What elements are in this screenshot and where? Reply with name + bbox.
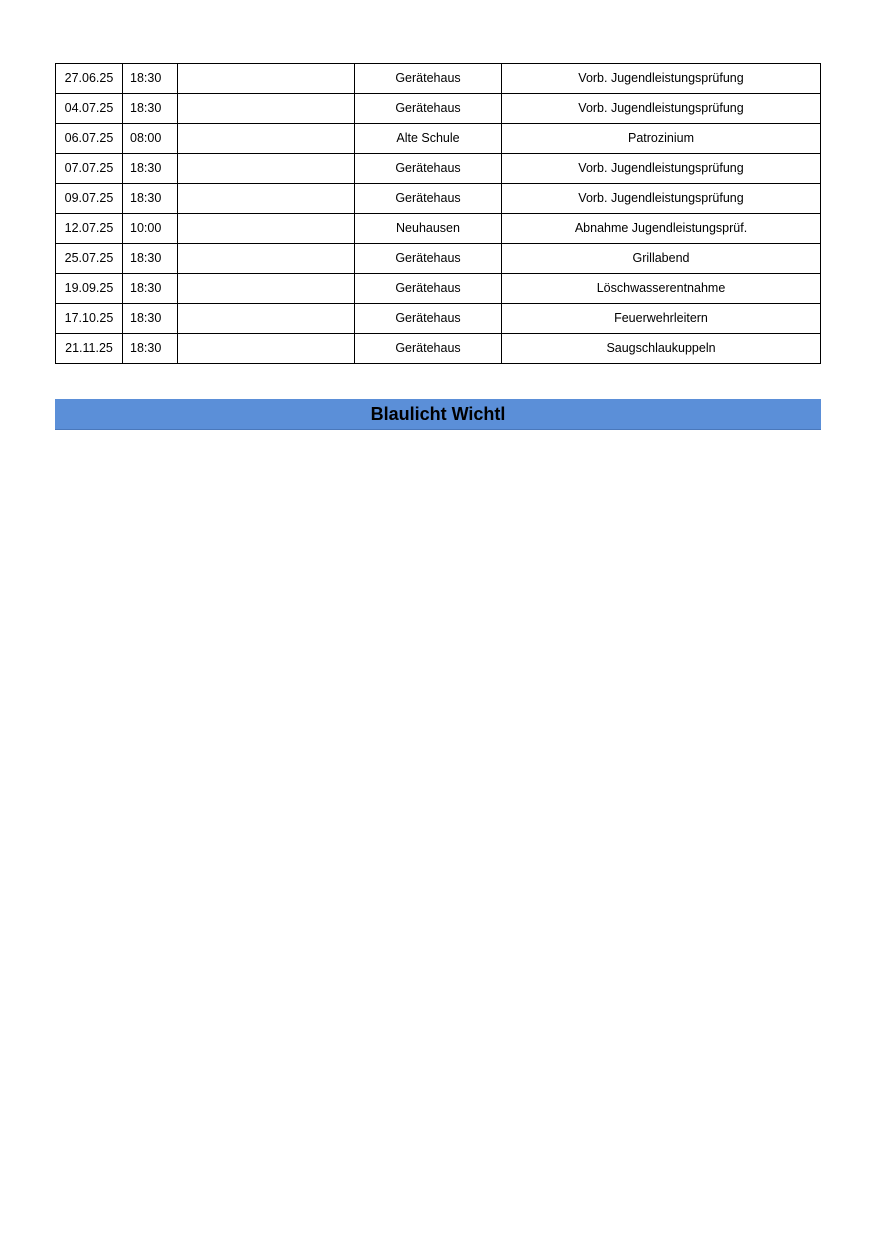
time-cell: 18:30	[123, 244, 178, 274]
topic-cell: Löschwasserentnahme	[502, 274, 821, 304]
table-row	[56, 304, 821, 334]
table-row	[56, 184, 821, 214]
note-cell	[178, 154, 355, 184]
date-cell: 04.07.25	[56, 94, 123, 124]
place-cell: Gerätehaus	[355, 184, 502, 214]
table-row	[56, 124, 821, 154]
place-cell: Gerätehaus	[355, 304, 502, 334]
note-cell	[178, 94, 355, 124]
table-row	[56, 94, 821, 124]
place-cell: Neuhausen	[355, 214, 502, 244]
topic-cell: Vorb. Jugendleistungsprüfung	[502, 94, 821, 124]
place-cell: Gerätehaus	[355, 334, 502, 364]
table-row	[56, 64, 821, 94]
time-cell: 18:30	[123, 184, 178, 214]
date-cell: 09.07.25	[56, 184, 123, 214]
date-cell: 06.07.25	[56, 124, 123, 154]
note-cell	[178, 124, 355, 154]
topic-cell: Feuerwehrleitern	[502, 304, 821, 334]
note-cell	[178, 304, 355, 334]
place-cell: Gerätehaus	[355, 154, 502, 184]
date-cell: 07.07.25	[56, 154, 123, 184]
schedule-table	[55, 63, 821, 364]
topic-cell: Saugschlaukuppeln	[502, 334, 821, 364]
topic-cell: Vorb. Jugendleistungsprüfung	[502, 154, 821, 184]
time-cell: 18:30	[123, 334, 178, 364]
table-row	[56, 334, 821, 364]
topic-cell: Grillabend	[502, 244, 821, 274]
note-cell	[178, 214, 355, 244]
date-cell: 21.11.25	[56, 334, 123, 364]
time-cell: 18:30	[123, 94, 178, 124]
date-cell: 12.07.25	[56, 214, 123, 244]
date-cell: 25.07.25	[56, 244, 123, 274]
table-row	[56, 154, 821, 184]
section-title: Blaulicht Wichtl	[370, 403, 506, 424]
place-cell: Gerätehaus	[355, 274, 502, 304]
table-row	[56, 214, 821, 244]
note-cell	[178, 64, 355, 94]
time-cell: 18:30	[123, 274, 178, 304]
place-cell: Alte Schule	[355, 124, 502, 154]
time-cell: 10:00	[123, 214, 178, 244]
time-cell: 18:30	[123, 304, 178, 334]
topic-cell: Vorb. Jugendleistungsprüfung	[502, 64, 821, 94]
date-cell: 17.10.25	[56, 304, 123, 334]
table-row	[56, 244, 821, 274]
topic-cell: Abnahme Jugendleistungsprüf.	[502, 214, 821, 244]
note-cell	[178, 334, 355, 364]
place-cell: Gerätehaus	[355, 64, 502, 94]
topic-cell: Patrozinium	[502, 124, 821, 154]
note-cell	[178, 184, 355, 214]
time-cell: 18:30	[123, 154, 178, 184]
time-cell: 08:00	[123, 124, 178, 154]
topic-cell: Vorb. Jugendleistungsprüfung	[502, 184, 821, 214]
time-cell: 18:30	[123, 64, 178, 94]
table-row	[56, 274, 821, 304]
note-cell	[178, 244, 355, 274]
place-cell: Gerätehaus	[355, 94, 502, 124]
place-cell: Gerätehaus	[355, 244, 502, 274]
section-header-bar	[55, 399, 821, 430]
date-cell: 27.06.25	[56, 64, 123, 94]
note-cell	[178, 274, 355, 304]
date-cell: 19.09.25	[56, 274, 123, 304]
